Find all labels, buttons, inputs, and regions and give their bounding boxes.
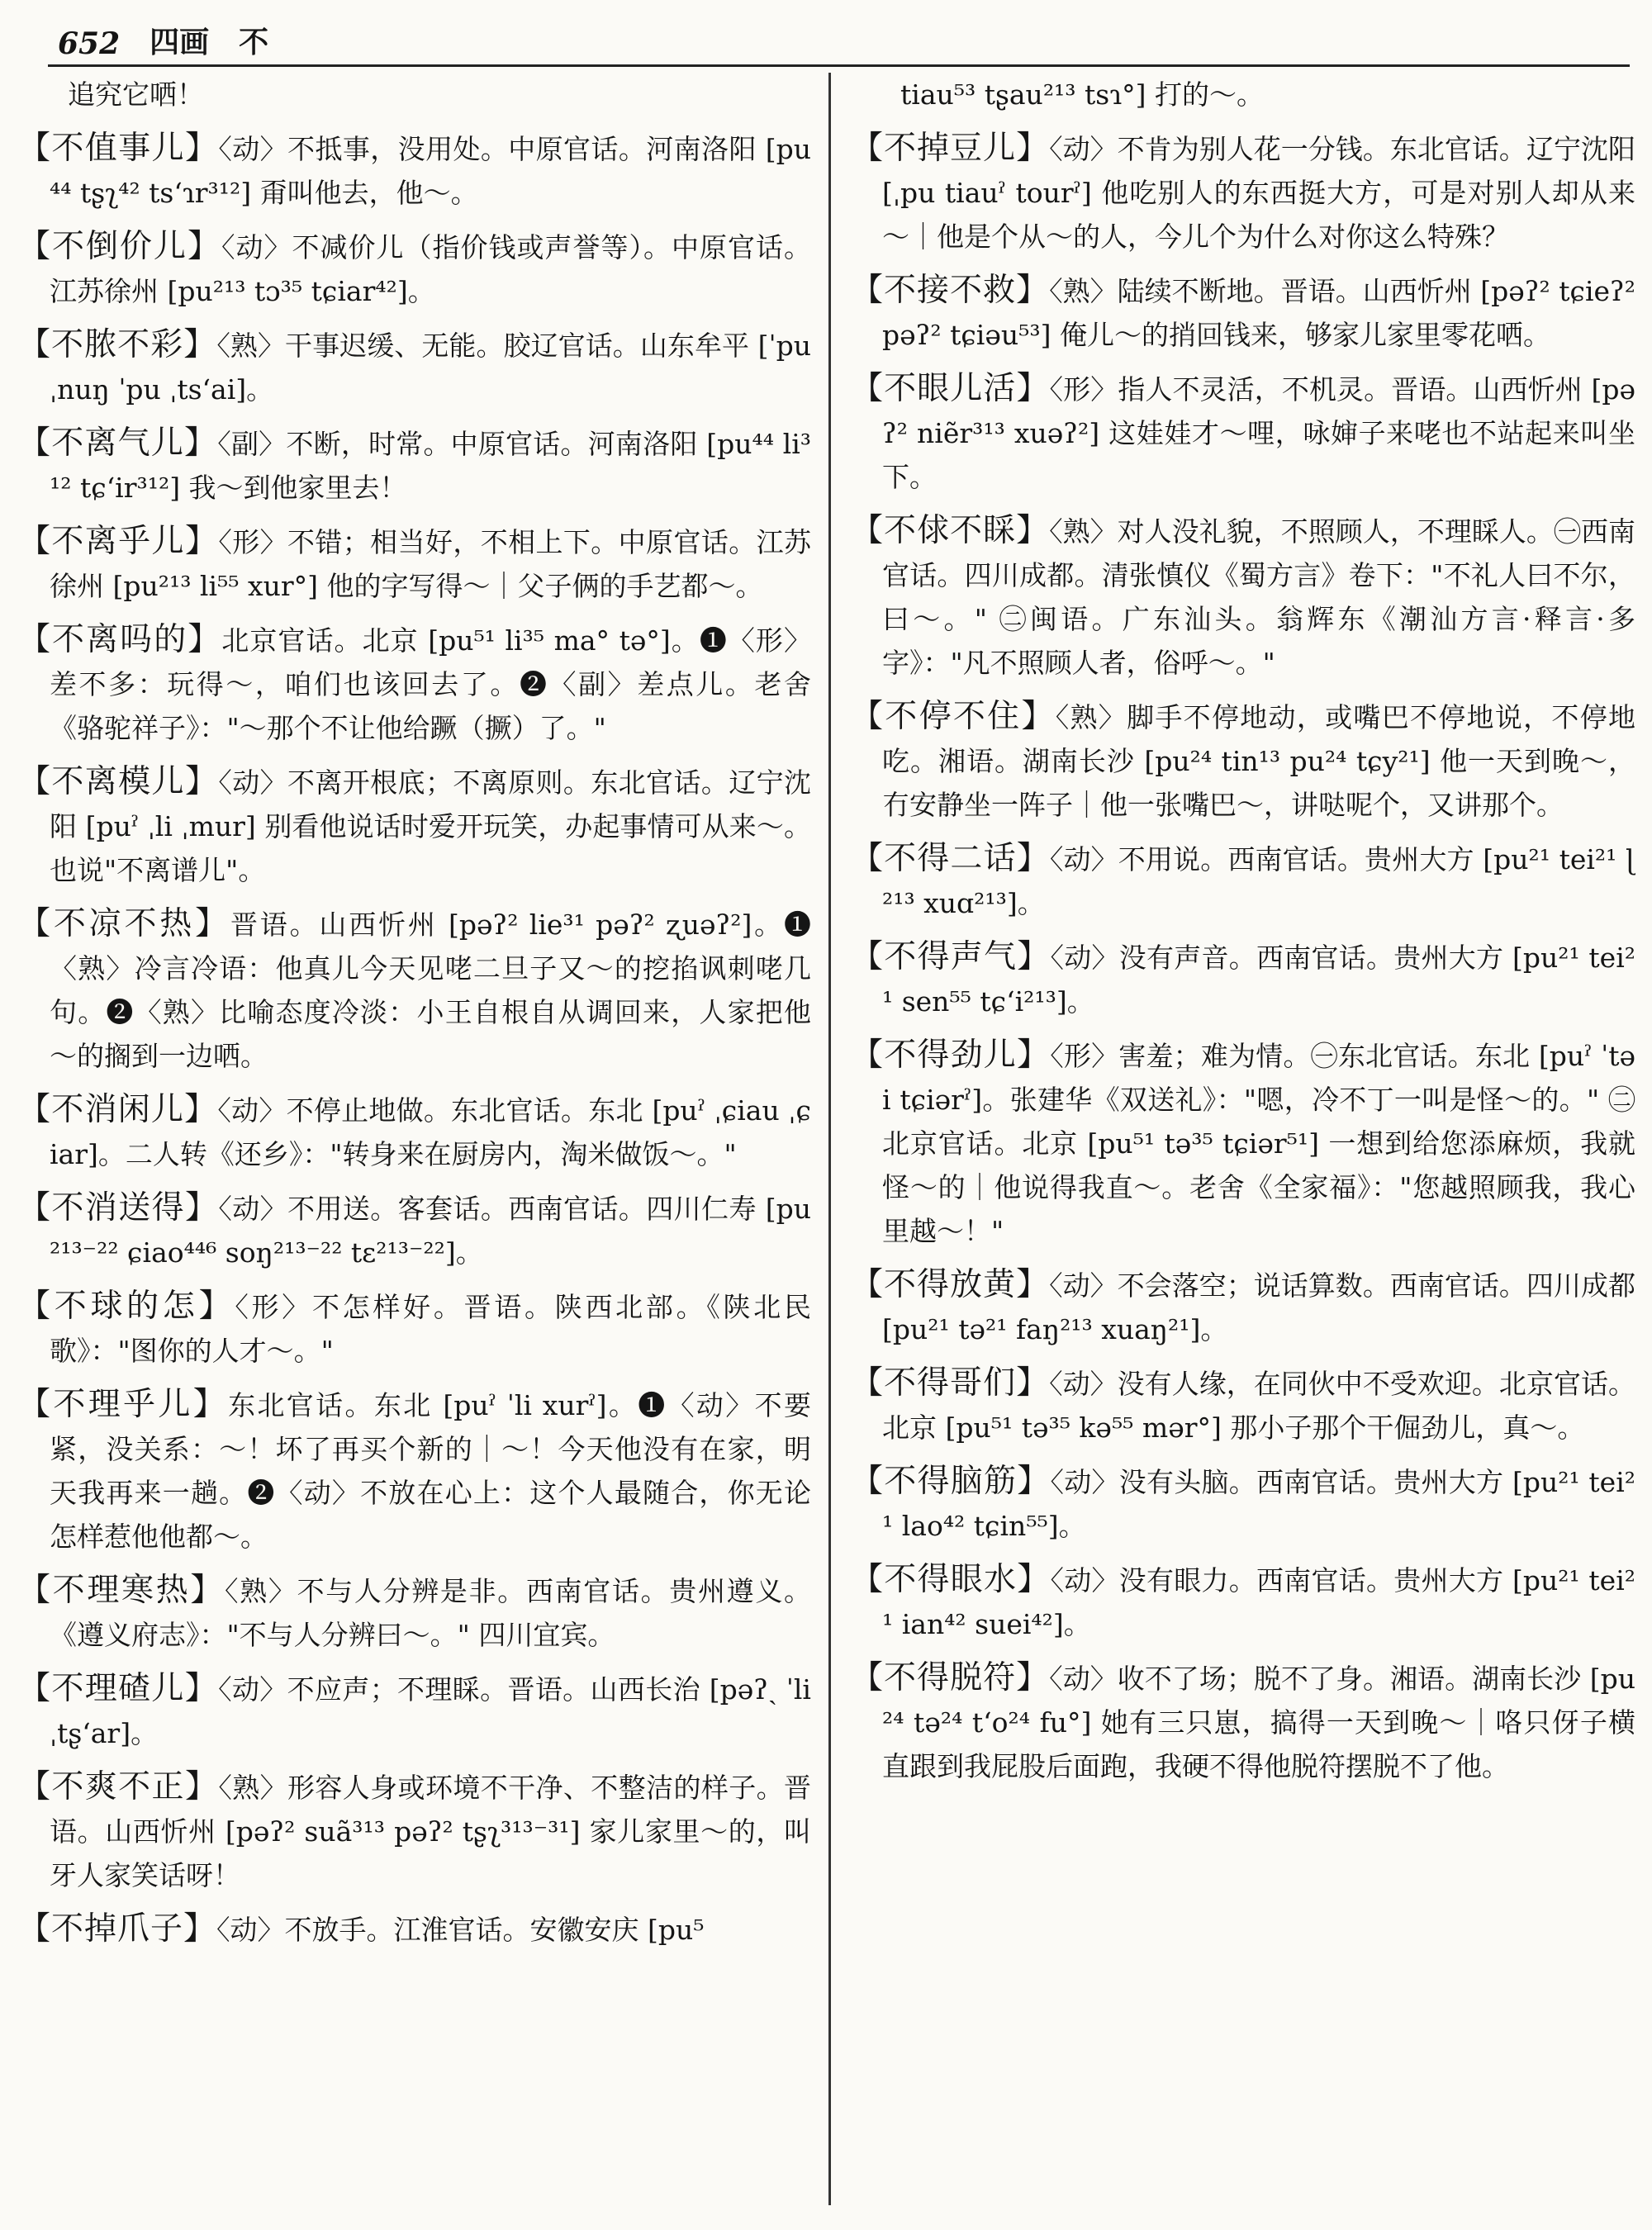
entry-headword: 【不消送得】 xyxy=(18,1189,219,1226)
entry-body: 〈动〉不用送。客套话。西南官话。四川仁寿 [pu²¹³⁻²² ɕiao⁴⁴⁶ soŋ²¹³⁻²² tɛ²¹³⁻²²]。 xyxy=(50,1193,811,1269)
continuation-text: 追究它哂！ xyxy=(68,78,204,111)
entry-body: 东北官话。东北 [puˀ ˈli xurˀ]。❶〈动〉不要紧，没关系：～！坏了再买个新的｜～！今天他没有在家，明天我再来一趟。❷〈动〉不放在心上：这个人最随合，你无论怎样惹他他都～。 xyxy=(50,1389,811,1553)
entry-headword: 【不值事儿】 xyxy=(18,130,219,167)
entry-headword: 【不消闲儿】 xyxy=(18,1091,218,1128)
entry-body: 〈动〉收不了场；脱不了身。湘语。湖南长沙 [pu²⁴ tə²⁴ tʻo²⁴ fu°] 她有三只崽，搞得一天到晚～｜咯只伢子横直跟到我屁股后面跑，我硬不得他脱符摆脱不了他。 xyxy=(882,1663,1635,1782)
entry-headword: 【不接不救】 xyxy=(851,272,1050,309)
entry-body: 〈动〉没有声音。西南官话。贵州大方 [pu²¹ tei²¹ sen⁵⁵ tɕʻi²¹³]。 xyxy=(882,942,1635,1018)
left-column xyxy=(18,73,811,2220)
entry-body: 〈熟〉形容人身或环境不干净、不整洁的样子。晋语。山西忻州 [pəʔ² suã³¹³ pəʔ² tʂʅ³¹³⁻³¹] 家儿家里～的，叫牙人家笑话呀！ xyxy=(50,1772,811,1891)
dictionary-entry xyxy=(18,1667,811,1755)
entry-headword: 【不理乎儿】 xyxy=(18,1386,229,1423)
entry-body: 〈动〉不停止地做。东北官话。东北 [puˀ ˌɕiau ˌɕiar]。二人转《还乡》："转身来在厨房内，淘米做饭～。" xyxy=(50,1094,811,1170)
dictionary-entry xyxy=(18,1088,811,1176)
entry-headword: 【不得脑筋】 xyxy=(851,1463,1051,1500)
dictionary-entry xyxy=(851,1361,1635,1450)
entry-body: 〈动〉没有眼力。西南官话。贵州大方 [pu²¹ tei²¹ ian⁴² suei⁴²]。 xyxy=(882,1564,1635,1640)
entry-headword: 【不停不住】 xyxy=(851,698,1056,735)
section-label: 四画 xyxy=(150,25,210,59)
entry-headword: 【不掉豆儿】 xyxy=(851,130,1050,167)
entry-headword: 【不掉爪子】 xyxy=(18,1910,217,1948)
dictionary-entry xyxy=(851,509,1635,685)
entry-headword: 【不球的怎】 xyxy=(18,1288,235,1325)
dictionary-entry xyxy=(18,1765,811,1897)
dictionary-entry xyxy=(18,618,811,750)
dictionary-entry xyxy=(18,1568,811,1657)
dictionary-entry xyxy=(851,935,1635,1023)
dictionary-entry xyxy=(851,1459,1635,1548)
dictionary-entry xyxy=(18,520,811,608)
dictionary-entry xyxy=(18,126,811,215)
entry-body: 〈熟〉脚手不停地动，或嘴巴不停地说，不停地吃。湘语。湖南长沙 [pu²⁴ tin¹³ pu²⁴ tɕy²¹] 他一天到晚～，冇安静坐一阵子｜他一张嘴巴～，讲哒呢个，又讲那个。 xyxy=(882,701,1635,821)
header-rule xyxy=(48,64,1630,67)
entry-body: 〈形〉不怎样好。晋语。陕西北部。《陕北民歌》："图你的人才～。" xyxy=(50,1291,811,1367)
entry-body: 〈动〉没有人缘，在同伙中不受欢迎。北京官话。北京 [pu⁵¹ tə³⁵ kə⁵⁵ mər°] 那小子那个干倔劲儿，真～。 xyxy=(882,1368,1635,1444)
continuation-text: tiau⁵³ tʂau²¹³ tsɿ°] 打的～。 xyxy=(900,78,1264,111)
dictionary-entry xyxy=(18,760,811,892)
entry-body: 北京官话。北京 [pu⁵¹ li³⁵ ma° tə°]。❶〈形〉差不多：玩得～，咱们也该回去了。❷〈副〉差点儿。老舍《骆驼祥子》："～那个不让他给蹶（撅）了。" xyxy=(50,624,811,744)
entry-headword: 【不得放黄】 xyxy=(851,1266,1050,1303)
entry-headword: 【不理碴儿】 xyxy=(18,1670,219,1707)
entry-body: 〈熟〉不与人分辨是非。西南官话。贵州遵义。《遵义府志》："不与人分辨曰～。" 四川宜宾。 xyxy=(50,1575,811,1651)
dictionary-entry xyxy=(18,225,811,313)
entry-headword: 【不爽不正】 xyxy=(18,1768,219,1805)
dictionary-entry xyxy=(851,1656,1635,1788)
entry-body: 晋语。山西忻州 [pəʔ² lie³¹ pəʔ² ʐuəʔ²]。❶〈熟〉冷言冷语：他真儿今天见咾二旦子又～的挖掐讽刺咾几句。❷〈熟〉比喻态度冷淡：小王自根自从调回来，人家把他～的搁到一边哂。 xyxy=(50,909,811,1072)
page-header xyxy=(58,18,1631,61)
entry-headword: 【不眼儿活】 xyxy=(851,370,1050,407)
dictionary-entry xyxy=(18,1284,811,1373)
entry-body: 〈动〉不用说。西南官话。贵州大方 [pu²¹ tei²¹ ɭ²¹³ xuɑ²¹³]。 xyxy=(882,843,1635,919)
page-number: 652 xyxy=(58,26,121,61)
entry-body: 〈形〉指人不灵活，不机灵。晋语。山西忻州 [pəʔ² niẽr³¹³ xuəʔ²] 这娃娃才～哩，咏婶子来咾也不站起来叫坐下。 xyxy=(882,373,1635,493)
entry-headword: 【不离吗的】 xyxy=(18,621,222,658)
entry-headword: 【不得劲儿】 xyxy=(851,1037,1051,1074)
dictionary-entry xyxy=(18,1186,811,1274)
dictionary-entry xyxy=(851,268,1635,357)
entry-body: 〈熟〉对人没礼貌，不照顾人，不理睬人。㊀西南官话。四川成都。清张慎仪《蜀方言》卷下："不礼人曰不尔，曰～。" ㊁闽语。广东汕头。翁辉东《潮汕方言·释言·多字》："凡不照顾人者，俗呼～。" xyxy=(882,515,1635,679)
dictionary-entry xyxy=(851,695,1635,827)
entry-headword: 【不俅不睬】 xyxy=(851,512,1050,549)
entry-body: 〈副〉不断，时常。中原官话。河南洛阳 [pu⁴⁴ li³¹² tɕʻir³¹²] 我～到他家里去！ xyxy=(50,428,811,504)
entry-headword: 【不离乎儿】 xyxy=(18,523,219,560)
dictionary-entry xyxy=(18,902,811,1078)
entry-headword: 【不得眼水】 xyxy=(851,1561,1051,1598)
entry-headword: 【不脓不彩】 xyxy=(18,326,217,363)
entry-body: 〈形〉不错；相当好，不相上下。中原官话。江苏徐州 [pu²¹³ li⁵⁵ xur°] 他的字写得～｜父子俩的手艺都～。 xyxy=(50,526,811,602)
entry-body: 〈动〉不抵事，没用处。中原官话。河南洛阳 [pu⁴⁴ tʂʅ⁴² tsʻɿr³¹²] 甭叫他去，他～。 xyxy=(50,133,811,209)
entry-body: 〈熟〉陆续不断地。晋语。山西忻州 [pəʔ² tɕieʔ² pəʔ² tɕiəu⁵³] 俺儿～的捎回钱来，够家儿家里零花哂。 xyxy=(882,275,1635,351)
dictionary-entry xyxy=(851,367,1635,499)
dictionary-entry xyxy=(18,323,811,411)
entry-headword: 【不得二话】 xyxy=(851,840,1050,877)
entry-headword: 【不得脱符】 xyxy=(851,1659,1050,1696)
entry-body: 〈动〉没有头脑。西南官话。贵州大方 [pu²¹ tei²¹ lao⁴² tɕin⁵⁵]。 xyxy=(882,1466,1635,1542)
dictionary-entry xyxy=(851,1033,1635,1253)
dictionary-entry xyxy=(851,126,1635,259)
entry-headword: 【不倒价儿】 xyxy=(18,228,221,265)
entry-headword: 【不凉不热】 xyxy=(18,905,230,942)
entry-headword: 【不得声气】 xyxy=(851,938,1051,975)
entry-body: 〈动〉不会落空；说话算数。西南官话。四川成都 [pu²¹ tə²¹ faŋ²¹³ xuaŋ²¹]。 xyxy=(882,1269,1635,1345)
dictionary-entry xyxy=(18,1383,811,1559)
column-divider xyxy=(828,73,831,2205)
dictionary-entry xyxy=(851,1558,1635,1646)
dictionary-entry xyxy=(18,421,811,510)
entry-headword: 【不得哥们】 xyxy=(851,1364,1050,1402)
entry-body: 〈熟〉干事迟缓、无能。胶辽官话。山东牟平 [ˈpu ˌnuŋ ˈpu ˌtsʻai]。 xyxy=(50,330,811,406)
right-column xyxy=(851,73,1635,2220)
entry-headword: 【不离模儿】 xyxy=(18,763,219,800)
index-character: 不 xyxy=(239,25,269,59)
entry-headword: 【不理寒热】 xyxy=(18,1572,225,1609)
dictionary-entry xyxy=(18,1907,811,1952)
entry-headword: 【不离气儿】 xyxy=(18,425,218,462)
dictionary-entry xyxy=(851,837,1635,925)
entry-body: 〈动〉不肯为别人花一分钱。东北官话。辽宁沈阳 [ˌpu tiauˀ tourˀ] 他吃别人的东西挺大方，可是对别人却从来～｜他是个从～的人，今儿个为什么对你这么特殊？ xyxy=(882,133,1635,253)
entry-body: 〈形〉害羞；难为情。㊀东北官话。东北 [puˀ ˈtəi tɕiərˀ]。张建华《双送礼》："嗯，冷不丁一叫是怪～的。" ㊁北京官话。北京 [pu⁵¹ tə³⁵ tɕiər⁵¹] 一想到给您添麻烦，我就怪～的｜他说得我直～。老舍《全家福》："您越照顾我，我心里越～！" xyxy=(882,1040,1635,1247)
entry-body: 〈动〉不离开根底；不离原则。东北官话。辽宁沈阳 [puˀ ˌli ˌmur] 别看他说话时爱开玩笑，办起事情可从来～。也说"不离谱儿"。 xyxy=(50,766,811,886)
entry-body: 〈动〉不放手。江淮官话。安徽安庆 [pu⁵ xyxy=(216,1914,705,1946)
entry-body: 〈动〉不应声；不理睬。晋语。山西长治 [pəʔˏ ˈli ˌtʂʻar]。 xyxy=(50,1673,811,1749)
entry-body: 〈动〉不减价儿（指价钱或声誉等）。中原官话。江苏徐州 [pu²¹³ tɔ³⁵ tɕiar⁴²]。 xyxy=(50,231,811,307)
dictionary-entry xyxy=(851,1263,1635,1351)
